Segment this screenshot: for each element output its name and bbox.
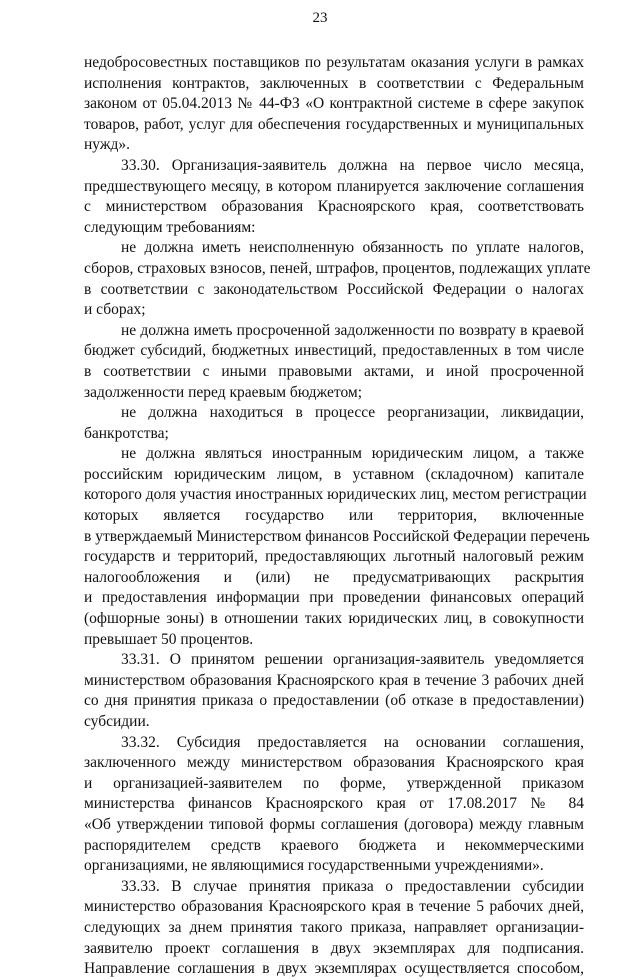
text-line: заключенного между министерством образования Красноярского края: [84, 754, 584, 772]
text-line: министерства финансов Красноярского края от 17.08.2017 № 84: [84, 795, 584, 813]
text-line: министерство образования Красноярского края в течение 5 рабочих дней,: [84, 898, 584, 916]
text-line: которого доля участия иностранных юридических лиц, местом регистрации: [84, 486, 587, 504]
paragraph: [84, 156, 584, 238]
text-line: следующих за днем принятия такого приказа, направляет организации-: [84, 918, 584, 936]
text-line: сборов, страховых взносов, пеней, штрафов, процентов, подлежащих уплате: [84, 259, 591, 277]
paragraph: [84, 53, 584, 156]
text-line: не должна находиться в процессе реорганизации, ликвидации,: [121, 404, 584, 422]
text-line: заявителю проект соглашения в двух экземплярах для подписания.: [84, 939, 584, 957]
text-line: банкротства;: [84, 424, 169, 442]
text-line: задолженности перед краевым бюджетом;: [84, 383, 363, 401]
paragraph: [84, 650, 584, 732]
text-line: недобросовестных поставщиков по результатам оказания услуги в рамках: [84, 54, 584, 71]
text-line: которых является государство или территория, включенные: [84, 507, 584, 525]
text-line: 33.33. В случае принятия приказа о предоставлении субсидии: [121, 877, 584, 895]
document-body: [84, 53, 591, 980]
paragraph: [84, 238, 591, 320]
text-line: законом от 05.04.2013 № 44-ФЗ «О контрактной системе в сфере закупок: [84, 95, 584, 113]
text-line: «Об утверждении типовой формы соглашения (договора) между главным: [84, 815, 584, 833]
text-line: и организацией-заявителем по форме, утвержденной приказом: [84, 774, 584, 792]
text-line: 33.32. Субсидия предоставляется на основании соглашения,: [121, 733, 584, 751]
paragraph: [84, 733, 584, 877]
text-line: товаров, работ, услуг для обеспечения государственных и муниципальных: [84, 115, 584, 133]
text-line: и предоставления информации при проведении финансовых операций: [84, 589, 584, 607]
page-number: 23: [312, 10, 328, 26]
text-line: 33.30. Организация-заявитель должна на первое число месяца,: [121, 156, 584, 174]
text-line: в утверждаемый Министерством финансов Российской Федерации перечень: [84, 527, 590, 545]
text-line: субсидии.: [84, 713, 150, 730]
text-line: в соответствии с иными правовыми актами, и иной просроченной: [84, 362, 584, 380]
text-line: в соответствии с законодательством Российской Федерации о налогах: [84, 280, 584, 298]
text-line: бюджет субсидий, бюджетных инвестиций, предоставленных в том числе: [84, 342, 584, 360]
paragraph: [84, 403, 584, 444]
text-line: распорядителем средств краевого бюджета и некоммерческими: [84, 836, 584, 854]
text-line: Направление соглашения в двух экземплярах осуществляется способом,: [84, 960, 584, 978]
text-line: налогообложения и (или) не предусматривающих раскрытия: [84, 568, 584, 586]
text-line: государств и территорий, предоставляющих льготный налоговый режим: [84, 548, 584, 566]
text-line: нужд».: [84, 136, 131, 154]
text-line: (офшорные зоны) в отношении таких юридических лиц, в совокупности: [84, 610, 584, 628]
text-line: исполнения контрактов, заключенных в соответствии с Федеральным: [84, 74, 584, 92]
text-line: российским юридическим лицом, в уставном (складочном) капитале: [84, 465, 584, 483]
text-line: со дня принятия приказа о предоставлении (об отказе в предоставлении): [84, 692, 584, 710]
text-line: не должна являться иностранным юридическим лицом, а также: [121, 445, 584, 463]
text-line: министерством образования Красноярского края в течение 3 рабочих дней: [84, 671, 584, 689]
paragraph: [84, 321, 584, 403]
text-line: не должна иметь неисполненную обязанность по уплате налогов,: [121, 239, 584, 257]
text-line: не должна иметь просроченной задолженности по возврату в краевой: [121, 321, 584, 339]
text-line: и сборах;: [84, 301, 146, 319]
text-line: превышает 50 процентов.: [84, 630, 254, 648]
paragraph: [84, 877, 584, 980]
paragraph: [84, 444, 590, 650]
text-line: следующим требованиям:: [84, 218, 256, 236]
text-line: предшествующего месяцу, в котором планируется заключение соглашения: [84, 177, 584, 195]
text-line: организациями, не являющимися государственными учреждениями».: [84, 857, 544, 875]
text-line: с министерством образования Красноярского края, соответствовать: [84, 198, 584, 216]
text-line: 33.31. О принятом решении организация-заявитель уведомляется: [121, 651, 584, 669]
